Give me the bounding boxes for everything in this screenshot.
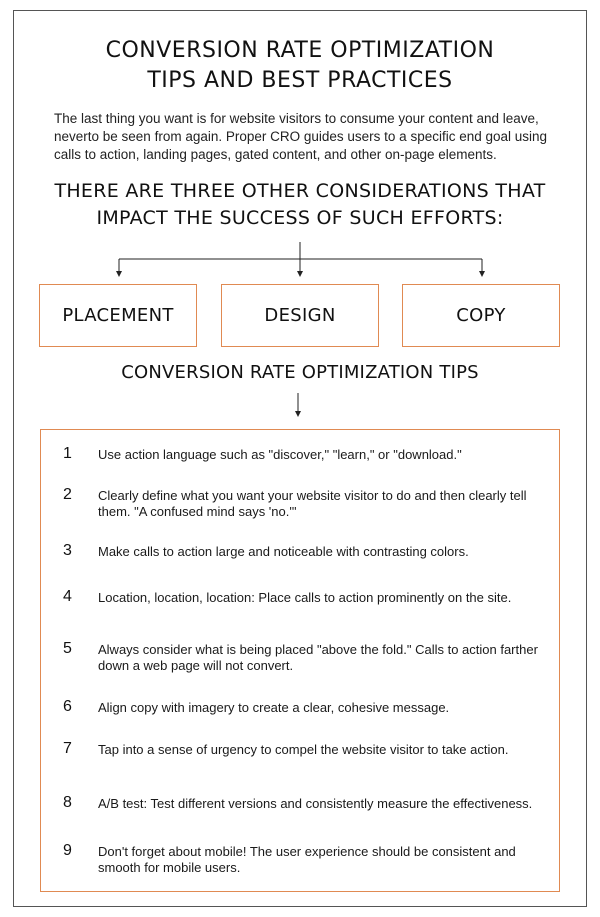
intro-paragraph: The last thing you want is for website visitors to consume your content and leave, neverto be seen from again. Proper CRO guides users to a specific end goal using calls to action, landing pages, gated content, and other on-page elements. [54,111,548,162]
tip-number: 9 [63,842,72,859]
tip-number: 8 [63,794,72,811]
tip-number: 4 [63,588,72,605]
copy-box: COPY [402,284,560,347]
tip-number: 1 [63,445,72,462]
tips-heading: CONVERSION RATE OPTIMIZATION TIPS [121,362,479,383]
considerations-heading-line-1: THERE ARE THREE OTHER CONSIDERATIONS THAT [54,180,546,202]
tip-text: Align copy with imagery to create a clear, cohesive message. [98,700,450,715]
design-box: DESIGN [221,284,379,347]
tip-text: A/B test: Test different versions and consistently measure the effectiveness. [98,796,533,811]
title-line-2: TIPS AND BEST PRACTICES [147,68,453,93]
tips-list [40,429,560,892]
tip-text: Always consider what is being placed "above the fold." Calls to action farther down a web page will not convert. [98,642,538,673]
considerations-heading-line-2: IMPACT THE SUCCESS OF SUCH EFFORTS: [96,207,504,229]
tip-text: Use action language such as "discover," "learn," or "download." [98,447,462,462]
left-arrowhead [116,271,122,277]
tip-text: Make calls to action large and noticeable with contrasting colors. [98,544,469,559]
tip-number: 2 [63,486,72,503]
tip-number: 6 [63,698,72,715]
tip-text: Tap into a sense of urgency to compel the website visitor to take action. [98,742,509,757]
tips-arrowhead [295,411,301,417]
tip-number: 5 [63,640,72,657]
tip-text: Don't forget about mobile! The user experience should be consistent and smooth for mobile users. [98,844,516,875]
tip-number: 3 [63,542,72,559]
title-line-1: CONVERSION RATE OPTIMIZATION [105,38,495,63]
right-arrowhead [479,271,485,277]
placement-box: PLACEMENT [39,284,197,347]
tip-text: Location, location, location: Place calls to action prominently on the site. [98,590,512,605]
center-arrowhead [297,271,303,277]
tip-text: Clearly define what you want your website visitor to do and then clearly tell them. "A confused mind says 'no.'" [98,488,527,519]
tip-number: 7 [63,740,72,757]
